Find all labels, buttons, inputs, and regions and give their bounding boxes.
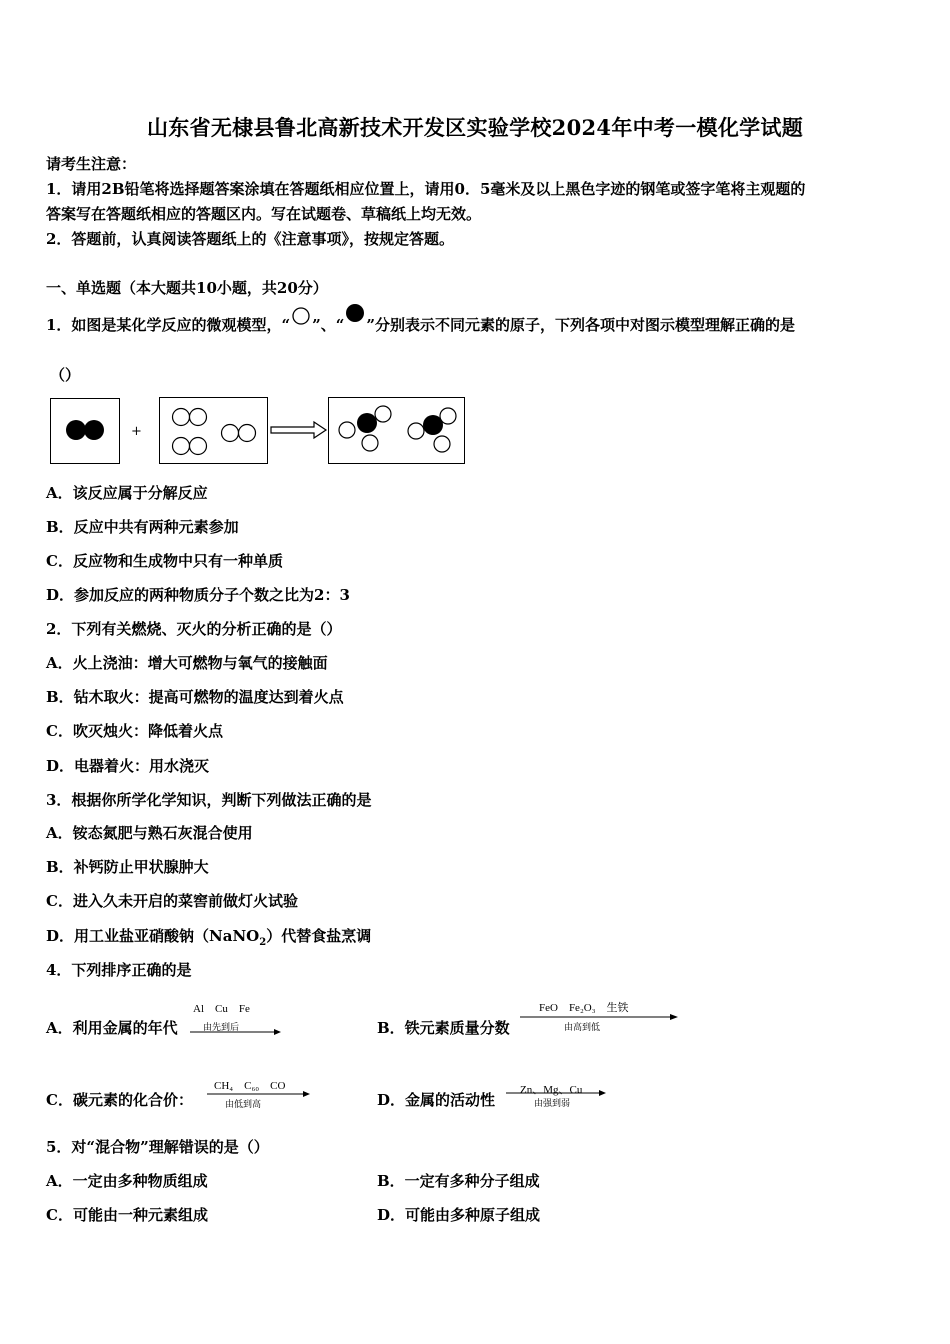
q4-option-c-sequence: CH₄ C₆₀ CO bbox=[214, 1080, 286, 1092]
q2-stem: 2．下列有关燃烧、灭火的分析正确的是（） bbox=[46, 620, 342, 638]
q1-stem-part-b: ”、“ bbox=[312, 316, 345, 334]
q5-option-a: A．一定由多种物质组成 bbox=[46, 1172, 208, 1190]
q4-option-d-label: D．金属的活动性 bbox=[377, 1091, 496, 1109]
white-atom bbox=[190, 438, 207, 455]
q3-option-c: C．进入久未开启的菜窖前做灯火试验 bbox=[46, 892, 298, 910]
q2-option-c: C．吹灭烛火：降低着火点 bbox=[46, 722, 223, 740]
q3-option-b: B．补钙防止甲状腺肿大 bbox=[46, 858, 209, 876]
q1-stem-part-c: ”分别表示不同元素的原子，下列各项中对图示模型理解正确的是 bbox=[366, 316, 795, 334]
q4-stem: 4．下列排序正确的是 bbox=[46, 961, 192, 979]
plus-sign: + bbox=[131, 424, 142, 439]
white-atom bbox=[173, 438, 190, 455]
q4-option-c-direction: 由低到高 bbox=[225, 1100, 262, 1110]
q4-option-a-direction: 由先到后 bbox=[203, 1023, 240, 1033]
white-atom bbox=[434, 436, 450, 452]
white-atom bbox=[375, 406, 391, 422]
q5-option-b: B．一定有多种分子组成 bbox=[377, 1172, 540, 1190]
q1-option-c: C．反应物和生成物中只有一种单质 bbox=[46, 552, 283, 570]
white-atom bbox=[222, 425, 239, 442]
q3-option-d-part-b: ）代替食盐烹调 bbox=[266, 927, 372, 945]
q4-option-d-sequence: Zn、Mg、Cu bbox=[520, 1084, 583, 1096]
q4-option-d-direction: 由强到弱 bbox=[534, 1099, 571, 1109]
q4-option-c-label: C．碳元素的化合价： bbox=[46, 1091, 193, 1109]
black-atom bbox=[84, 420, 104, 440]
q5-option-c: C．可能由一种元素组成 bbox=[46, 1206, 208, 1224]
white-atom bbox=[362, 435, 378, 451]
q5-stem: 5．对“混合物”理解错误的是（） bbox=[46, 1138, 269, 1156]
black-atom bbox=[66, 420, 86, 440]
section-heading: 一、单选题（本大题共10小题，共20分） bbox=[46, 279, 328, 297]
white-atom bbox=[408, 423, 424, 439]
black-atom bbox=[357, 413, 377, 433]
q3-option-d-subscript: 2 bbox=[259, 937, 267, 948]
reactant-box-2 bbox=[159, 397, 268, 464]
black-atom bbox=[423, 415, 443, 435]
q1-option-d: D．参加反应的两种物质分子个数之比为2：3 bbox=[46, 586, 350, 604]
q4-option-b-label: B．铁元素质量分数 bbox=[377, 1019, 510, 1037]
black-atom-icon bbox=[344, 303, 366, 323]
reactant-box-1 bbox=[50, 398, 120, 464]
white-atom-icon bbox=[290, 306, 312, 326]
notice-heading: 请考生注意： bbox=[46, 155, 137, 173]
q1-option-a: A．该反应属于分解反应 bbox=[46, 484, 208, 502]
q4-option-a-sequence: Al Cu Fe bbox=[193, 1003, 250, 1015]
q5-option-d: D．可能由多种原子组成 bbox=[377, 1206, 541, 1224]
q2-option-d: D．电器着火：用水浇灭 bbox=[46, 757, 210, 775]
q4-option-b-sequence: FeO Fe₂O₃ 生铁 bbox=[539, 1002, 629, 1014]
q4-option-a-label: A．利用金属的年代 bbox=[46, 1019, 178, 1037]
product-box bbox=[328, 397, 465, 464]
notice-item-1-line-2: 答案写在答题纸相应的答题区内。写在试题卷、草稿纸上均无效。 bbox=[46, 205, 482, 223]
q2-option-a: A．火上浇油：增大可燃物与氧气的接触面 bbox=[46, 654, 328, 672]
reaction-arrow-icon bbox=[270, 420, 328, 440]
q3-option-d-part-a: D．用工业盐亚硝酸钠（NaNO bbox=[46, 927, 260, 945]
q3-option-a: A．铵态氮肥与熟石灰混合使用 bbox=[46, 824, 253, 842]
white-atom bbox=[339, 422, 355, 438]
white-atom bbox=[239, 425, 256, 442]
q2-option-b: B．钻木取火：提高可燃物的温度达到着火点 bbox=[46, 688, 344, 706]
q1-stem bbox=[46, 314, 795, 335]
q1-stem-part-a: 1．如图是某化学反应的微观模型，“ bbox=[46, 316, 291, 334]
page-title: 山东省无棣县鲁北高新技术开发区实验学校2024年中考一模化学试题 bbox=[146, 115, 804, 140]
q1-option-b: B．反应中共有两种元素参加 bbox=[46, 518, 239, 536]
q3-stem: 3．根据你所学化学知识，判断下列做法正确的是 bbox=[46, 791, 372, 809]
q3-option-d bbox=[46, 925, 371, 948]
q4-option-b-direction: 由高到低 bbox=[564, 1023, 601, 1033]
white-atom bbox=[173, 409, 190, 426]
white-atom bbox=[190, 409, 207, 426]
notice-item-2: 2．答题前，认真阅读答题纸上的《注意事项》，按规定答题。 bbox=[46, 230, 454, 248]
q1-paren: （） bbox=[50, 366, 81, 384]
notice-item-1-line-1: 1．请用2B铅笔将选择题答案涂填在答题纸相应位置上，请用0．5毫米及以上黑色字迹的钢笔或签字笔将主观题的 bbox=[46, 180, 806, 198]
